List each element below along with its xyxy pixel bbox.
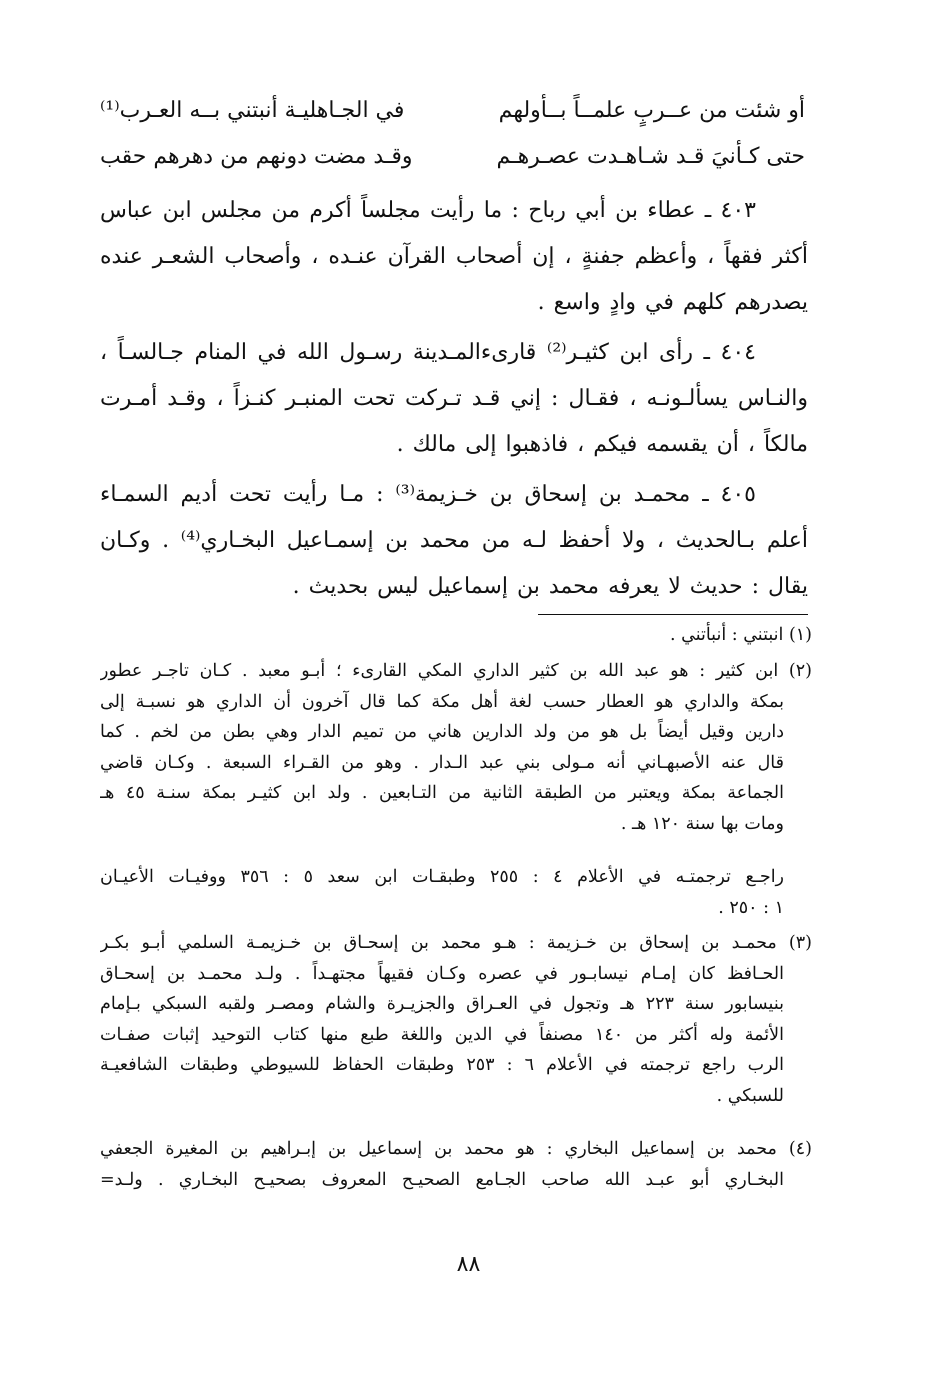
- footnote-2: [100, 656, 812, 839]
- footnote-line: الأئمة وله أكثر من ١٤٠ مصنفاً في الدين واللغة طبع منها كتاب التوحيد إثبات صفـات: [100, 1024, 784, 1045]
- text-line: يصدرهم كلهم في وادٍ واسع .: [537, 290, 808, 315]
- text-line: والنـاس يسألـونـه ، فقـال : إني قـد تـركت تحت المنبـر كنـزاً ، وقـد أمـرت: [100, 386, 808, 411]
- footnote-line: (٤) محمد بن إسماعيل البخاري : هو محمد بن إسماعيل بن إبـراهيم بن المغيرة الجعفي: [100, 1139, 812, 1159]
- footnote-line: راجـع ترجمتـه في الأعلام ٤ : ٢٥٥ وطبقـات ابن سعد ٥ : ٣٥٦ ووفيـات الأعيـان: [100, 867, 785, 887]
- poem-hemistich: وقـد مضت دونهم من دهرهم حقب: [100, 144, 413, 169]
- text-line: مالكاً ، أن يقسمه فيكم ، فاذهبوا إلى مالك .: [396, 432, 808, 457]
- text-line: ٤٠٤ ـ رأى ابن كثيـر⁽²⁾ قارىءالمـدينة رسـول الله في المنام جـالسـاً ،: [100, 340, 756, 365]
- entry-403: [100, 188, 808, 326]
- footnote-line: بنيسابور سنة ٢٢٣ هـ وتجول في العـراق والجزيـرة والشام ومصـر ولقبه السبكي بـإمام: [100, 994, 784, 1014]
- footnote-line: (٣) محمـد بن إسحاق بن خـزيمة : هـو محمد بن إسحـاق بن خـزيمـة السلمي أبـو بكـر: [100, 933, 812, 953]
- footnote-1: [100, 620, 812, 651]
- footnote-line: دارين وقيل أيضاً بل هو من ولد الدارين هاني من تميم الدار وهي بطن من لخم . كما: [100, 722, 784, 742]
- footnote-2-references: [100, 862, 812, 923]
- footnote-line: الرب راجع ترجمته في الأعلام ٦ : ٢٥٣ وطبقات الحفاظ للسيوطي وطبقات الشافعيـة: [100, 1055, 784, 1075]
- footnote-line: قال عنه الأصبهـاني أنه مـولى بني عبد الـدار . وهو من القـراء السبعة . وكـان قاضي: [100, 752, 784, 773]
- poem-hemistich: في الجـاهليـة أنبتني بــه العـرب⁽¹⁾: [100, 98, 405, 123]
- footnote-separator: [538, 614, 808, 615]
- text-line: ٤٠٥ ـ محمـد بن إسحاق بن خـزيمة⁽³⁾ : مـا رأيت تحت أديم السمـاء: [100, 482, 756, 507]
- text-line: ٤٠٣ ـ عطاء بن أبي رباح : ما رأيت مجلساً أكرم من مجلس ابن عباس: [100, 198, 756, 223]
- footnote-4: [100, 1134, 812, 1195]
- footnote-line: للسبكي .: [716, 1085, 784, 1106]
- footnote-line: (١) انبتني : أنبأتني .: [669, 625, 812, 645]
- footnote-line: ١ : ٢٥٠ .: [718, 897, 784, 918]
- page-number: ٨٨: [456, 1252, 481, 1277]
- footnote-line: الجماعة بمكة ويعتبر من الطبقة الثانية من التـابعين . ولد ابن كثيـر بمكة سنـة ٤٥ هـ: [100, 783, 784, 803]
- poem-hemistich: أو شئت من عــربٍ علمــاً بــأولهم: [498, 98, 805, 123]
- poem-verse-2: [100, 144, 805, 184]
- poem-hemistich: حتى كـأنيَ قـد شـاهـدت عصـرهـم: [496, 144, 805, 169]
- footnote-line: (٢) ابن كثير : هو عبد الله بن كثير الداري المكي القارىء ؛ أبـو معبد . كـان تاجـر عطور: [100, 661, 812, 681]
- entry-404: [100, 330, 808, 468]
- footnote-line: بمكة والداري هو العطار حسب لغة أهل مكة كما قال آخرون أن الداري هو نسبـة إلى: [100, 691, 784, 712]
- text-line: أعلم بـالحديث ، ولا أحفظ لـه من محمد بن إسمـاعيل البخـاري⁽⁴⁾ . وكـان: [100, 528, 808, 553]
- footnote-3: [100, 928, 812, 1111]
- footnote-line: البخـاري أبو عبـد الله صاحب الجـامع الصحيـح المعروف بصحيـح البخـاري . ولـد=: [100, 1169, 784, 1190]
- footnote-line: ومات بها سنة ١٢٠ هـ .: [620, 813, 784, 834]
- text-line: أكثر فقهاً ، وأعظم جفنةٍ ، إن أصحاب القرآن عنـده ، وأصحاب الشعـر عنده: [100, 244, 808, 269]
- poem-verse-1: [100, 98, 805, 138]
- entry-405: [100, 472, 808, 610]
- text-line: يقال : حديث لا يعرفه محمد بن إسماعيل ليس بحديث .: [292, 574, 808, 599]
- footnote-line: الحـافظ كان إمـام نيسابـور في عصره وكـان فقيهاً مجتهـداً . ولـد محمـد بن إسحـاق: [100, 963, 784, 984]
